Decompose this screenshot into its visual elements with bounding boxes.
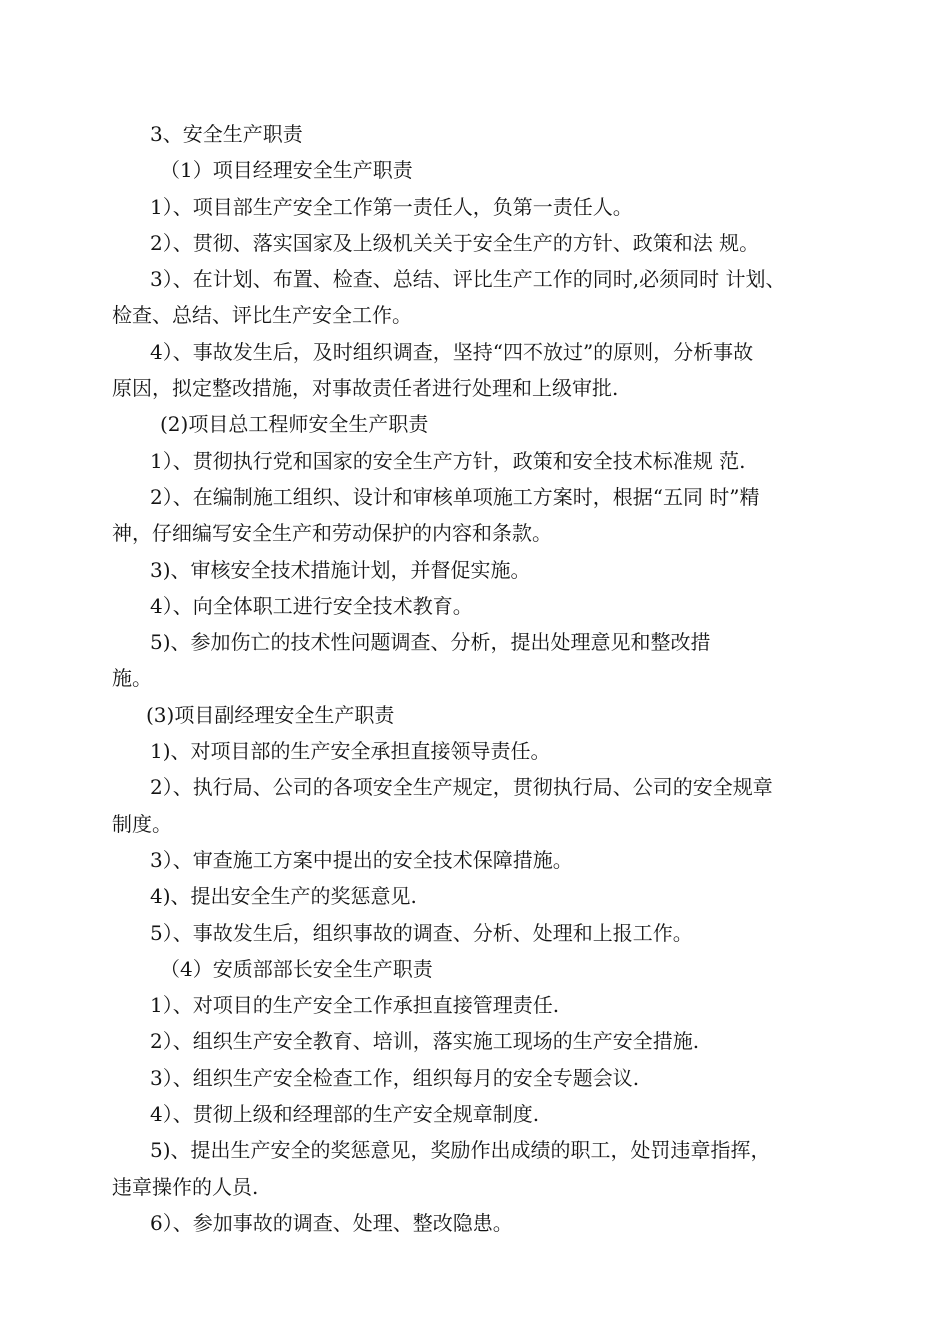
text-line: 2）、组织生产安全教育、培训，落实施工现场的生产安全措施. [150,1029,700,1054]
text-line: 1）、项目部生产安全工作第一责任人，负第一责任人。 [150,194,633,219]
text-line: 5）、事故发生后，组织事故的调查、分析、处理和上报工作。 [150,920,693,945]
text-line: （4）安质部部长安全生产职责 [160,956,433,981]
text-line: 2）、在编制施工组织、设计和审核单项施工方案时，根据“五同 时”精 [150,484,760,509]
text-line: 3、安全生产职责 [150,122,303,146]
text-line: 3）、组织生产安全检查工作，组织每月的安全专题会议. [150,1065,640,1090]
text-line: 1)、对项目部的生产安全承担直接领导责任。 [150,739,551,764]
text-line: 制度。 [112,811,172,836]
text-line: 3）、在计划、布置、检查、总结、评比生产工作的同时,必须同时 计划、 [150,267,786,292]
text-line: (2)项目总工程师安全生产职责 [160,412,429,437]
text-line: （1）项目经理安全生产职责 [160,158,413,183]
text-line: 神，仔细编写安全生产和劳动保护的内容和条款。 [112,521,552,546]
text-line: (3)项目副经理安全生产职责 [146,702,395,727]
text-line: 1）、贯彻执行党和国家的安全生产方针，政策和安全技术标准规 范. [150,448,746,473]
text-line: 5)、参加伤亡的技术性问题调查、分析，提出处理意见和整改措 [150,630,711,655]
text-line: 2）、执行局、公司的各项安全生产规定，贯彻执行局、公司的安全规章 [150,775,773,800]
text-line: 原因，拟定整改措施，对事故责任者进行处理和上级审批. [112,376,619,401]
text-line: 5)、提出生产安全的奖惩意见，奖励作出成绩的职工，处罚违章指挥， [150,1138,771,1163]
text-line: 违章操作的人员. [112,1174,259,1199]
text-line: 检查、总结、评比生产安全工作。 [112,303,412,328]
text-line: 3)、审核安全技术措施计划，并督促实施。 [150,557,531,582]
text-line: 4)、提出安全生产的奖惩意见. [150,884,417,909]
text-line: 2）、贯彻、落实国家及上级机关关于安全生产的方针、政策和法 规。 [150,230,760,255]
text-line: 4）、向全体职工进行安全技术教育。 [150,593,473,618]
document-body [112,116,882,1241]
text-line: 1）、对项目的生产安全工作承担直接管理责任. [150,993,560,1018]
text-line: 3）、审查施工方案中提出的安全技术保障措施。 [150,847,573,872]
text-line: 施。 [112,666,152,691]
text-line: 6）、参加事故的调查、处理、整改隐患。 [150,1210,513,1235]
text-line: 4）、贯彻上级和经理部的生产安全规章制度. [150,1102,540,1127]
text-line: 4）、事故发生后，及时组织调查，坚持“四不放过”的原则，分析事故 [150,339,754,364]
